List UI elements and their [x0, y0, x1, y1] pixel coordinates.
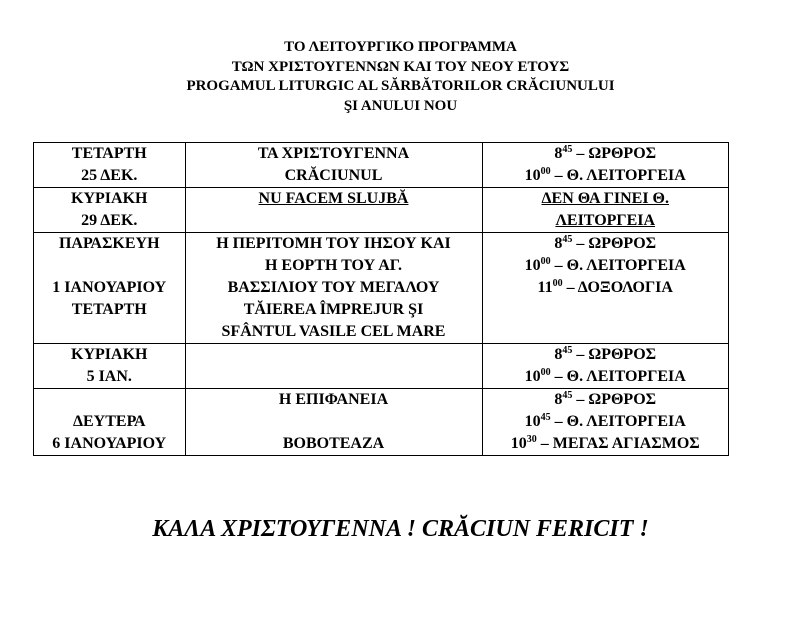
service-time: $10^{00}$ – Θ. ΛΕΙΤΟΡΓΕΙΑ	[524, 367, 686, 385]
no-service-notice-romanian: NU FACEM SLUJBĂ	[258, 190, 409, 207]
day-name: ΔΕΥΤΕΡΑ	[72, 413, 146, 430]
service-time: $8^{45}$ – ΩΡΘΡΟΣ	[554, 390, 657, 408]
feast-title-greek: Η ΕΠΙΦΑΝΕΙΑ	[278, 391, 389, 408]
day-date: 1 ΙΑΝΟΥΑΡΙΟΥ	[52, 279, 167, 296]
heading-line-2: ΤΩΝ ΧΡΙΣΤΟΥΓΕΝΝΩΝ ΚΑΙ ΤΟΥ ΝΕΟΥ ΕΤΟΥΣ	[231, 58, 570, 75]
day-name: ΚΥΡΙΑΚΗ	[71, 190, 148, 207]
table-row	[34, 344, 729, 389]
feast-cell-empty	[185, 344, 482, 389]
no-service-notice-greek-line-1: ΔΕΝ ΘΑ ΓΙΝΕΙ Θ.	[541, 190, 669, 207]
day-name: ΠΑΡΑΣΚΕΥΗ	[58, 235, 160, 252]
table-row	[34, 233, 729, 344]
day-name: ΤΕΤΑΡΤΗ	[71, 145, 147, 162]
day-name: ΚΥΡΙΑΚΗ	[71, 346, 148, 363]
no-service-notice-greek-line-2: ΛΕΙΤΟΡΓΕΙΑ	[555, 212, 656, 229]
heading-line-1: ΤΟ ΛΕΙΤΟΥΡΓΙΚΟ ΠΡΟΓΡΑΜΜΑ	[284, 39, 517, 55]
feast-cell	[185, 233, 482, 344]
service-times-cell	[482, 143, 729, 188]
service-time: $11^{00}$ – ΔΟΞΟΛΟΓΙΑ	[537, 278, 673, 296]
table-row	[34, 188, 729, 233]
table-row	[34, 143, 729, 188]
feast-line: Η ΠΕΡΙΤΟΜΗ ΤΟΥ ΙΗΣΟΥ ΚΑΙ	[216, 235, 451, 252]
service-time: $10^{00}$ – Θ. ΛΕΙΤΟΡΓΕΙΑ	[524, 166, 686, 184]
day-cell	[34, 344, 186, 389]
day-cell	[34, 233, 186, 344]
feast-line: SFÂNTUL VASILE CEL MARE	[221, 323, 446, 340]
document-heading	[0, 38, 801, 116]
day-date: 25 ΔΕΚ.	[81, 167, 138, 184]
service-time: $10^{30}$ – ΜΕΓΑΣ ΑΓΙΑΣΜΟΣ	[510, 434, 700, 452]
feast-line: Η ΕΟΡΤΗ ΤΟΥ ΑΓ.	[264, 257, 403, 274]
service-times-cell	[482, 188, 729, 233]
heading-line-3: PROGAMUL LITURGIC AL SĂRBĂTORILOR CRĂCIUNULUI	[186, 78, 615, 94]
day-name-secondary: ΤΕΤΑΡΤΗ	[71, 301, 147, 318]
feast-cell	[185, 389, 482, 456]
feast-title-greek: ΤΑ ΧΡΙΣΤΟΥΓΕΝΝΑ	[257, 145, 410, 162]
service-times-cell	[482, 344, 729, 389]
day-cell	[34, 188, 186, 233]
feast-line: TĂIEREA ÎMPREJUR ŞI	[243, 301, 424, 318]
service-time: $10^{45}$ – Θ. ΛΕΙΤΟΡΓΕΙΑ	[524, 412, 686, 430]
service-times-cell	[482, 233, 729, 344]
feast-title-romanian: BOBOTEAZA	[282, 435, 385, 452]
day-cell	[34, 389, 186, 456]
service-time: $10^{00}$ – Θ. ΛΕΙΤΟΡΓΕΙΑ	[524, 256, 686, 274]
feast-line: ΒΑΣΣΙΛΙΟΥ ΤΟΥ ΜΕΓΑΛΟΥ	[227, 279, 440, 296]
service-times-cell	[482, 389, 729, 456]
christmas-greeting: ΚΑΛΑ ΧΡΙΣΤΟΥΓΕΝΝΑ ! CRĂCIUN FERICIT !	[152, 516, 649, 542]
day-date: 5 ΙΑΝ.	[86, 368, 132, 385]
service-time: $8^{45}$ – ΩΡΘΡΟΣ	[554, 144, 657, 162]
service-time: $8^{45}$ – ΩΡΘΡΟΣ	[554, 345, 657, 363]
liturgical-schedule-table	[33, 142, 729, 456]
feast-cell	[185, 188, 482, 233]
day-date: 6 ΙΑΝΟΥΑΡΙΟΥ	[52, 435, 167, 452]
service-time: $8^{45}$ – ΩΡΘΡΟΣ	[554, 234, 657, 252]
heading-line-4: ŞI ANULUI NOU	[343, 97, 458, 114]
feast-title-romanian: CRĂCIUNUL	[284, 167, 383, 184]
day-cell	[34, 143, 186, 188]
table-row	[34, 389, 729, 456]
day-date: 29 ΔΕΚ.	[81, 212, 138, 229]
feast-cell	[185, 143, 482, 188]
